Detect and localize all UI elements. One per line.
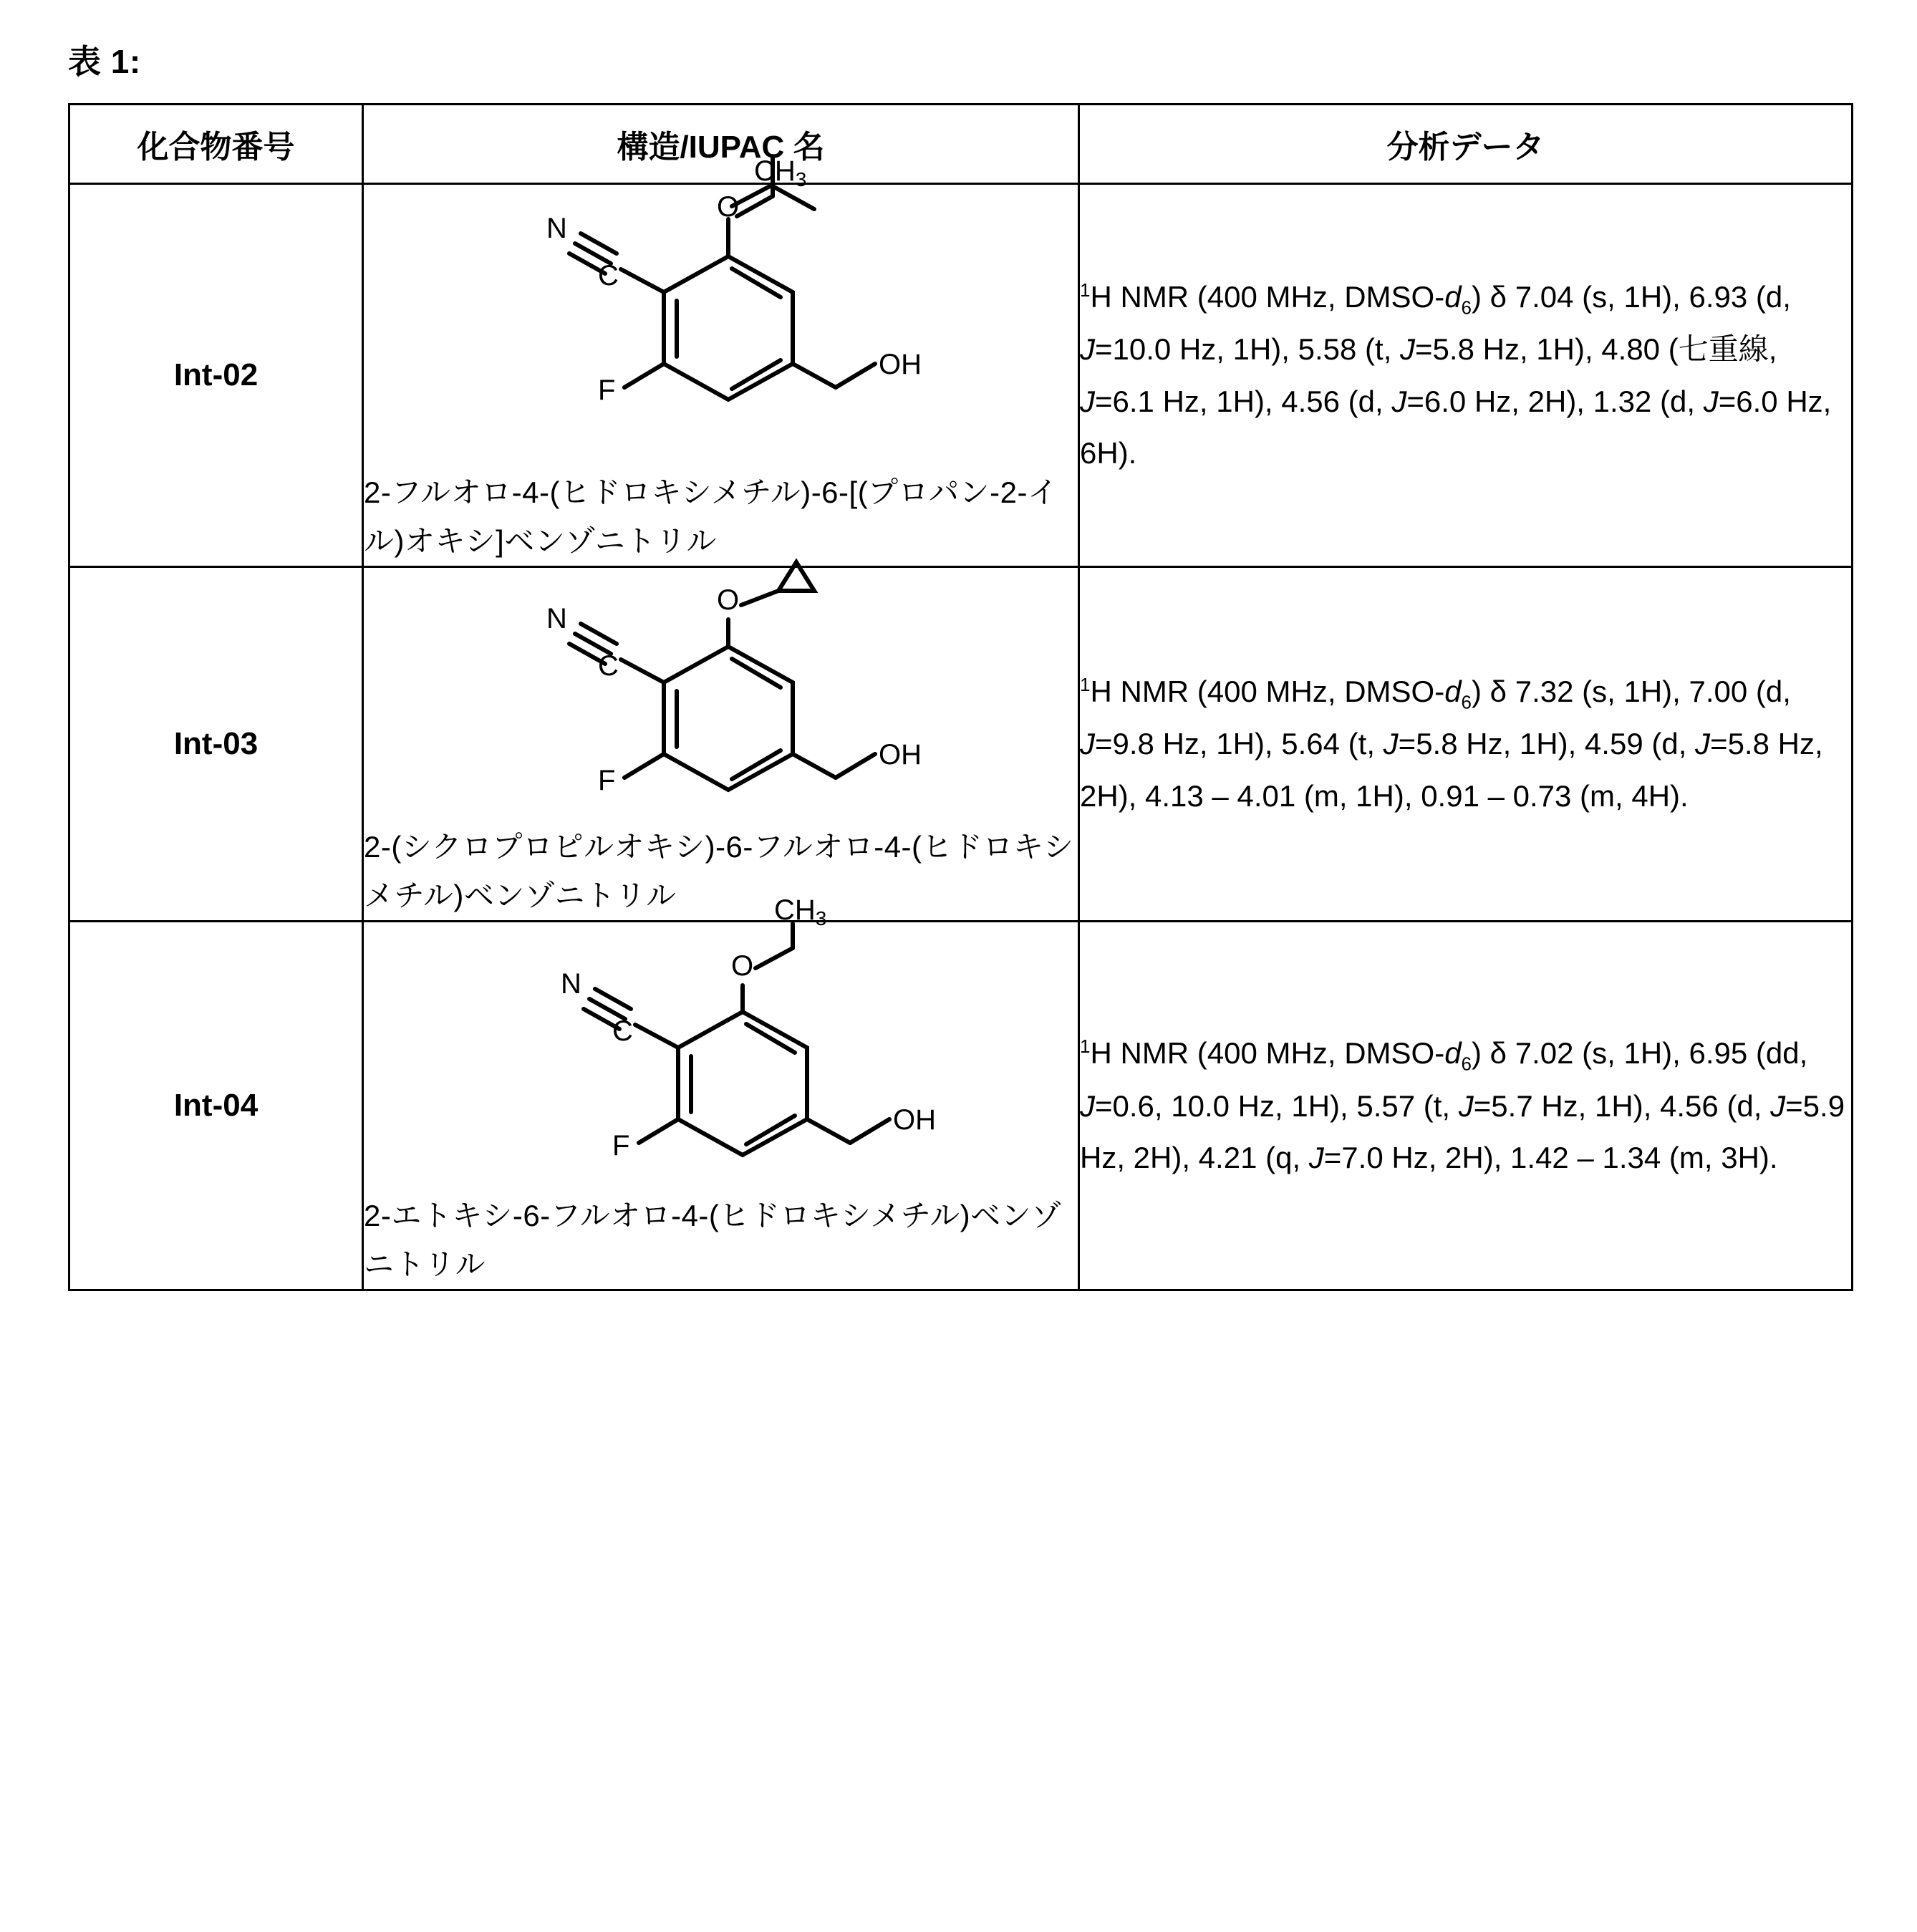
label-carbon: C: [612, 1015, 633, 1048]
structure-cell: [363, 155, 1079, 567]
nmr-j3: J: [1770, 1088, 1786, 1123]
nmr-j3: J: [1080, 384, 1095, 418]
label-carbon: C: [597, 260, 619, 291]
label-carbon: C: [597, 650, 619, 682]
nmr-j4: J: [1391, 384, 1407, 418]
compound-id: Int-03: [69, 567, 363, 922]
label-fluorine: F: [612, 1130, 629, 1162]
label-nitrogen: N: [546, 603, 567, 635]
nmr-text-5: =5.9 Hz, 2H), 4.21 (q,: [1080, 1088, 1845, 1174]
nmr-d: d: [1444, 675, 1462, 709]
compound-table: [68, 103, 1853, 1291]
nmr-text-6: =7.0 Hz, 2H), 1.42 – 1.34 (m, 3H).: [1323, 1140, 1778, 1174]
label-nitrogen: N: [560, 968, 581, 1000]
nmr-text-6: =6.0 Hz, 2H), 1.32 (d,: [1406, 384, 1704, 418]
nmr-text-3: =10.0 Hz, 1H), 5.58 (t,: [1095, 332, 1401, 367]
label-fluorine: F: [597, 765, 615, 797]
nmr-text-2: ) δ 7.02 (s, 1H), 6.95 (dd,: [1472, 1036, 1808, 1071]
chemical-structure-int-03: [406, 568, 1036, 818]
nmr-j1: J: [1080, 1088, 1095, 1123]
nmr-text-4: =5.7 Hz, 1H), 4.56 (d,: [1473, 1088, 1771, 1123]
nmr-text-5: =6.1 Hz, 1H), 4.56 (d,: [1095, 384, 1392, 418]
column-header-compound-number: 化合物番号: [69, 105, 363, 184]
nmr-superscript: 1: [1080, 674, 1091, 696]
nmr-d-sub: 6: [1461, 691, 1472, 713]
table-row: [69, 184, 1853, 567]
table-row: [69, 922, 1853, 1290]
compound-id: Int-04: [69, 922, 363, 1290]
nmr-d: d: [1444, 1036, 1462, 1071]
nmr-text-3: =9.8 Hz, 1H), 5.64 (t,: [1095, 727, 1384, 761]
label-nitrogen: N: [546, 213, 567, 244]
nmr-j2: J: [1383, 727, 1399, 761]
nmr-j1: J: [1080, 727, 1095, 761]
label-hydroxy: OH: [892, 1104, 936, 1136]
nmr-j2: J: [1400, 332, 1416, 367]
table-caption: 表 1:: [68, 43, 141, 80]
nmr-data: [1079, 922, 1853, 1290]
nmr-text-2: ) δ 7.04 (s, 1H), 6.93 (d,: [1472, 280, 1791, 314]
column-header-structure-iupac: 構造/IUPAC 名: [363, 105, 1079, 184]
nmr-j3: J: [1695, 727, 1711, 761]
nmr-text-1: H NMR (400 MHz, DMSO-: [1090, 1036, 1445, 1071]
column-header-analytical-data: 分析データ: [1079, 105, 1853, 184]
nmr-data: [1079, 184, 1853, 567]
chemical-structure-int-04: [406, 894, 1036, 1187]
iupac-name: 2-フルオロ-4-(ヒドロキシメチル)-6-[(プロパン-2-イル)オキシ]ベンゾニトリル: [364, 475, 1058, 559]
nmr-d: d: [1444, 280, 1462, 314]
nmr-superscript: 1: [1080, 279, 1091, 301]
label-oxygen: O: [716, 191, 739, 223]
structure-cell: [363, 567, 1079, 922]
label-fluorine: F: [597, 375, 615, 406]
nmr-j2: J: [1458, 1088, 1474, 1123]
nmr-text-2: ) δ 7.32 (s, 1H), 7.00 (d,: [1472, 675, 1791, 709]
iupac-name: 2-(シクロプロピルオキシ)-6-フルオロ-4-(ヒドロキシメチル)ベンゾニトリル: [364, 830, 1074, 913]
nmr-text-1: H NMR (400 MHz, DMSO-: [1090, 675, 1445, 709]
structure-cell: [363, 894, 1079, 1290]
nmr-d-sub: 6: [1461, 296, 1472, 319]
label-methyl-top: $CH_3$: [773, 894, 826, 930]
nmr-superscript: 1: [1080, 1035, 1091, 1058]
nmr-text-4: =5.8 Hz, 1H), 4.80 (七重線,: [1415, 332, 1777, 367]
nmr-text-3: =0.6, 10.0 Hz, 1H), 5.57 (t,: [1095, 1088, 1459, 1123]
compound-id: Int-02: [69, 184, 363, 567]
nmr-d-sub: 6: [1461, 1053, 1472, 1075]
table-row: [69, 567, 1853, 922]
nmr-j5: J: [1703, 384, 1719, 418]
nmr-text-4: =5.8 Hz, 1H), 4.59 (d,: [1398, 727, 1696, 761]
label-methyl-top: $CH_3$: [753, 155, 806, 190]
nmr-data: [1079, 567, 1853, 922]
nmr-j1: J: [1080, 332, 1095, 367]
nmr-text-7: =6.0 Hz, 6H).: [1080, 384, 1832, 470]
label-oxygen: O: [716, 584, 739, 617]
label-oxygen: O: [730, 950, 753, 982]
label-hydroxy: OH: [878, 739, 922, 771]
table-header-row: [69, 105, 1853, 184]
chemical-structure-int-02: [406, 155, 1036, 464]
nmr-text-5: =5.8 Hz, 2H), 4.13 – 4.01 (m, 1H), 0.91 – 0.73 (m, 4H).: [1080, 727, 1823, 813]
nmr-text-1: H NMR (400 MHz, DMSO-: [1090, 280, 1445, 314]
label-hydroxy: OH: [878, 349, 922, 380]
nmr-j4: J: [1308, 1140, 1324, 1174]
iupac-name: 2-エトキシ-6-フルオロ-4-(ヒドロキシメチル)ベンゾニトリル: [364, 1199, 1062, 1282]
